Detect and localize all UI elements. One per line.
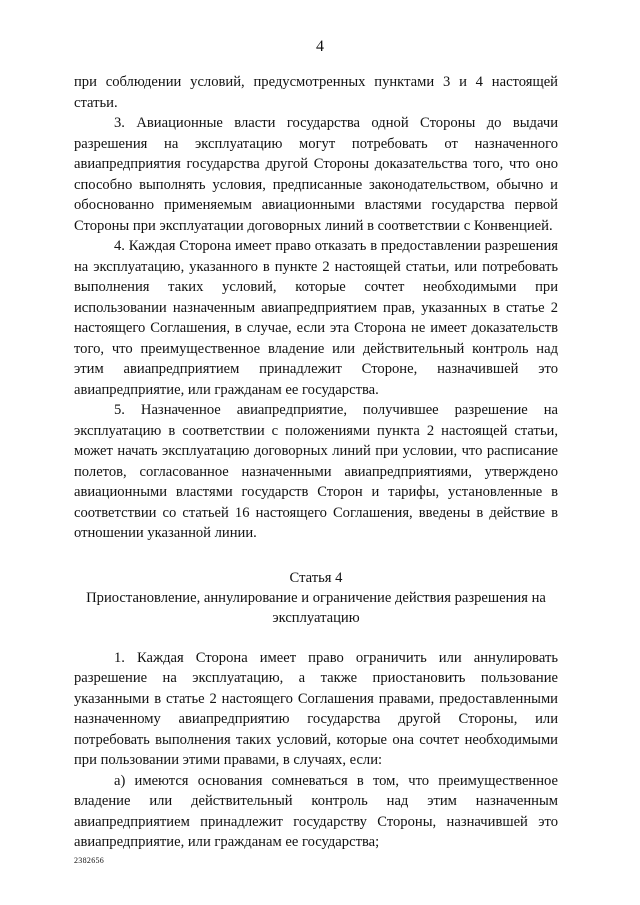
article-title: Статья 4 bbox=[289, 569, 343, 586]
paragraph-continuation: при соблюдении условий, предусмотренных пунктами 3 и 4 настоящей статьи. bbox=[74, 74, 558, 111]
page-number: 4 bbox=[316, 38, 324, 55]
paragraph-4: 4. Каждая Сторона имеет право отказать в предоставлении разрешения на эксплуатацию, указанного в пункте 2 настоящей статьи, или потребовать выполнения таких условий, которые сочтет необходимыми при использовании назначенным авиапредприятием прав, указанных в статье 2 настоящего Соглашения, в случае, если эта Сторона не имеет доказательств того, что преимущественное владение или действительный контроль над этим авиапредприятием принадлежит Стороне, назначившей это авиапредприятие, или гражданам ее государства. bbox=[74, 238, 558, 398]
article-heading bbox=[74, 568, 558, 628]
paragraph-3: 3. Авиационные власти государства одной Стороны до выдачи разрешения на эксплуатацию могут потребовать от назначенного авиапредприятия государства другой Стороны доказательства того, что оно способно выполнять условия, предписанные законодательством, обычно и обоснованно применяемым авиационными властями государства первой Стороны при эксплуатации договорных линий в соответствии с Конвенцией. bbox=[74, 115, 558, 234]
article-4-paragraph-1: 1. Каждая Сторона имеет право ограничить или аннулировать разрешение на эксплуатацию, а также приостановить пользование указанными в статье 2 настоящего Соглашения правами, предоставленными назначенному авиапредприятию государства другой Стороны, или потребовать выполнения таких условий, которые она сочтет необходимыми при пользовании этими правами, в случаях, если: bbox=[74, 649, 558, 768]
article-4-item-a: а) имеются основания сомневаться в том, что преимущественное владение или действительный контроль над этим назначенным авиапредприятием принадлежит государству Стороны, назначившей это авиапредприятие, или гражданам ее государства; bbox=[74, 772, 558, 850]
paragraph-5: 5. Назначенное авиапредприятие, получившее разрешение на эксплуатацию в соответствии с положениями пункта 2 настоящей статьи, может начать эксплуатацию договорных линий при условии, что расписание полетов, согласованное назначенными авиапредприятиями, утверждено авиационными властями государств Сторон и тарифы, установленные в соответствии со статьей 16 настоящего Соглашения, введены в действие в отношении указанной линии. bbox=[74, 402, 558, 541]
document-body bbox=[74, 72, 558, 853]
article-subtitle: Приостановление, аннулирование и ограничение действия разрешения на эксплуатацию bbox=[86, 589, 546, 626]
document-id: 2382656 bbox=[74, 856, 105, 865]
section-gap bbox=[74, 628, 558, 648]
